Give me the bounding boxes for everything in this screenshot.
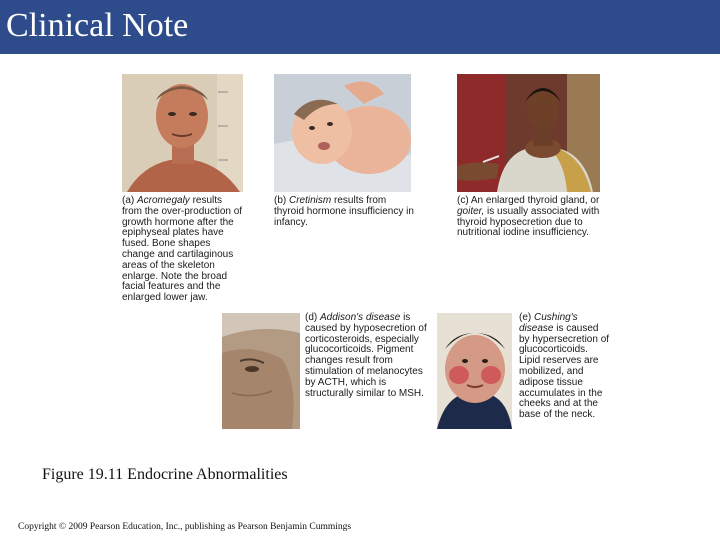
caption-acromegaly — [122, 196, 244, 304]
caption-cretinism — [274, 196, 419, 228]
caption-c-text: is usually associated with thyroid hyposecretion due to nutritional iodine insufficiency. — [457, 205, 600, 239]
photo-addisons-disease — [222, 313, 300, 429]
caption-d-lead: (d) — [305, 312, 320, 323]
copyright-notice: Copyright © 2009 Pearson Education, Inc., publishing as Pearson Benjamin Cummings — [18, 522, 352, 532]
caption-cushings-disease — [519, 313, 611, 421]
caption-c-term: goiter, — [457, 205, 485, 217]
caption-b-text: results from thyroid hormone insufficiency in infancy. — [274, 195, 414, 228]
caption-goiter — [457, 196, 603, 239]
photo-cretinism — [274, 74, 411, 192]
caption-e-term: Cushing's disease — [519, 312, 578, 334]
caption-d-text: is caused by hyposecretion of corticosteroids, especially glucocorticoids. Pigment changes result from stimulation of melanocytes by ACTH, which is structurally similar to MSH. — [305, 312, 427, 399]
caption-d-term: Addison's disease — [320, 312, 401, 323]
slide-title: Clinical Note — [6, 7, 189, 44]
caption-e-lead: (e) — [519, 312, 534, 323]
caption-b-lead: (b) — [274, 195, 289, 206]
caption-a-text: results from the over-production of growth hormone after the epiphyseal plates have fused. Bone shapes change and cartilaginous areas of the skeleton enlarge. Note the broad facial features and the enlarged lower jaw. — [122, 195, 243, 304]
title-bar — [0, 0, 720, 54]
photo-cushings-disease — [437, 313, 512, 429]
caption-a-lead: (a) — [122, 195, 137, 206]
caption-b-term: Cretinism — [289, 195, 332, 206]
caption-e-text: is caused by hypersecretion of glucocorticoids. Lipid reserves are mobilized, and adipose tissue accumulates in the cheeks and at the base of the neck. — [519, 322, 610, 421]
caption-addisons-disease — [305, 313, 429, 399]
caption-a-term: Acromegaly — [137, 195, 190, 206]
figure-caption: Figure 19.11 Endocrine Abnormalities — [42, 466, 288, 483]
photo-acromegaly — [122, 74, 243, 192]
photo-goiter — [457, 74, 600, 192]
caption-c-lead: (c) An enlarged thyroid gland, or — [457, 195, 600, 206]
